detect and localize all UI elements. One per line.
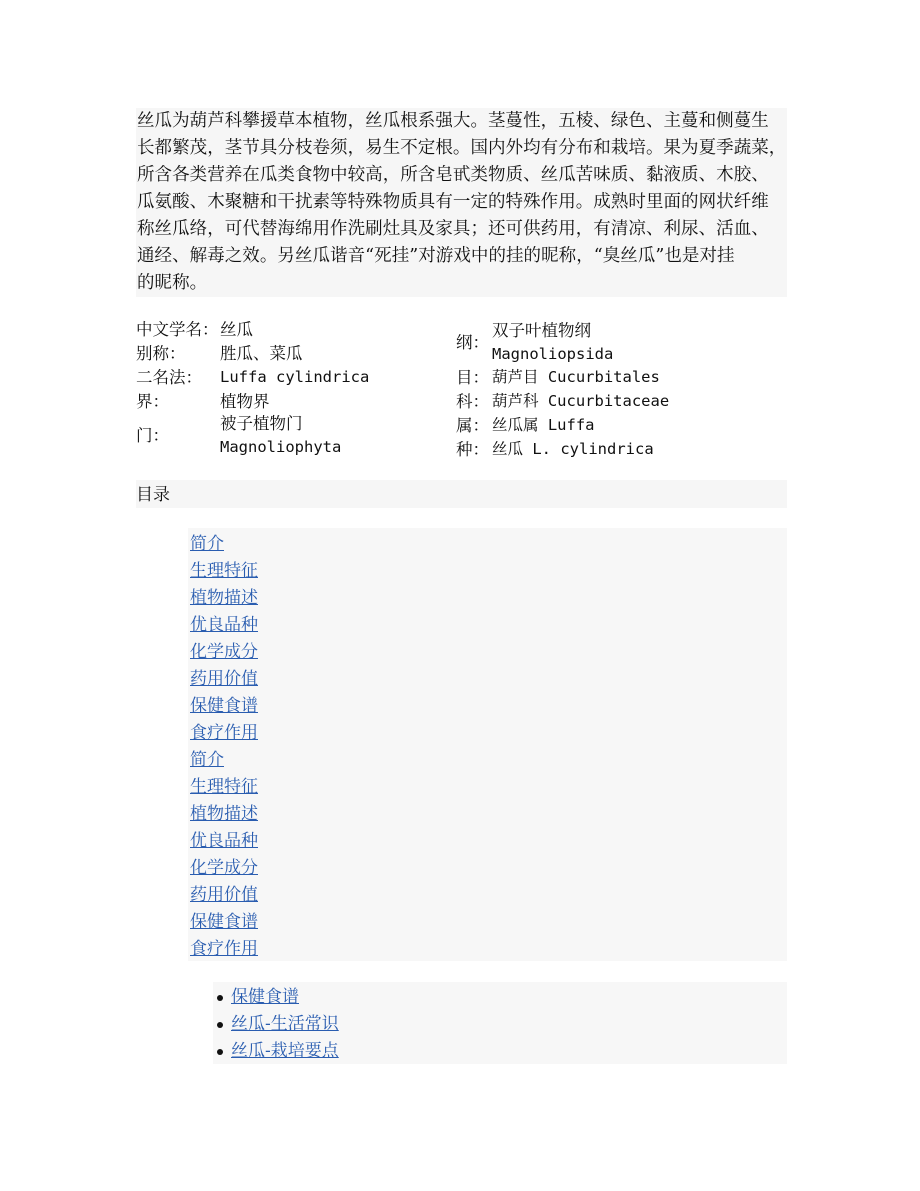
related-link[interactable]: 保健食谱 bbox=[231, 987, 299, 1007]
toc-list bbox=[188, 528, 787, 961]
toc-link[interactable]: 生理特征 bbox=[190, 561, 258, 581]
toc-link[interactable]: 优良品种 bbox=[190, 615, 258, 635]
bullet-icon bbox=[217, 995, 223, 1001]
toc-link[interactable]: 简介 bbox=[190, 534, 224, 554]
taxonomy-value: 葫芦目 Cucurbitales bbox=[492, 368, 660, 386]
related-link[interactable]: 丝瓜-栽培要点 bbox=[231, 1041, 339, 1061]
toc-link[interactable]: 化学成分 bbox=[190, 642, 258, 662]
intro-line: 称丝瓜络，可代替海绵用作洗刷灶具及家具；还可供药用，有清凉、利尿、活血、 bbox=[137, 219, 769, 239]
toc-link[interactable]: 保健食谱 bbox=[190, 696, 258, 716]
toc-link[interactable]: 优良品种 bbox=[190, 831, 258, 851]
bullet-icon bbox=[217, 1049, 223, 1055]
taxonomy-label: 门： bbox=[136, 426, 169, 445]
toc-link[interactable]: 植物描述 bbox=[190, 588, 258, 608]
taxonomy-value: 丝瓜属 Luffa bbox=[492, 416, 595, 434]
toc-link[interactable]: 植物描述 bbox=[190, 804, 258, 824]
taxonomy-value: Magnoliophyta bbox=[220, 438, 342, 456]
taxonomy-label: 中文学名： bbox=[136, 320, 219, 339]
taxonomy-label: 别称： bbox=[136, 344, 186, 363]
taxonomy-value: 植物界 bbox=[220, 392, 270, 411]
taxonomy-label: 属： bbox=[456, 416, 489, 435]
taxonomy-value: Magnoliopsida bbox=[492, 345, 614, 363]
related-link[interactable]: 丝瓜-生活常识 bbox=[231, 1014, 339, 1034]
taxonomy-label: 二名法： bbox=[136, 368, 202, 387]
toc-title: 目录 bbox=[136, 480, 787, 508]
taxonomy-label: 种： bbox=[456, 440, 489, 459]
intro-line: 瓜氨酸、木聚糖和干扰素等特殊物质具有一定的特殊作用。成熟时里面的网状纤维 bbox=[137, 192, 769, 212]
toc-link[interactable]: 简介 bbox=[190, 750, 224, 770]
intro-line: 长都繁茂，茎节具分枝卷须，易生不定根。国内外均有分布和栽培。果为夏季蔬菜， bbox=[137, 138, 787, 158]
toc-link[interactable]: 食疗作用 bbox=[190, 939, 258, 959]
taxonomy-value: 丝瓜 L. cylindrica bbox=[492, 440, 654, 458]
taxonomy-label: 目： bbox=[456, 368, 489, 387]
taxonomy-value: 被子植物门 bbox=[220, 414, 303, 433]
toc-link[interactable]: 生理特征 bbox=[190, 777, 258, 797]
toc-link[interactable]: 保健食谱 bbox=[190, 912, 258, 932]
intro-line: 的昵称。 bbox=[137, 273, 208, 293]
intro-line: 所含各类营养在瓜类食物中较高，所含皂甙类物质、丝瓜苦味质、黏液质、木胶、 bbox=[137, 165, 769, 185]
toc-link[interactable]: 食疗作用 bbox=[190, 723, 258, 743]
taxonomy-value: 双子叶植物纲 bbox=[492, 321, 591, 340]
intro-line: 丝瓜为葫芦科攀援草本植物，丝瓜根系强大。茎蔓性，五棱、绿色、主蔓和侧蔓生 bbox=[137, 111, 769, 131]
toc-link[interactable]: 药用价值 bbox=[190, 669, 258, 689]
taxonomy-label: 科： bbox=[456, 392, 489, 411]
taxonomy-table bbox=[136, 318, 787, 462]
bullet-icon bbox=[217, 1022, 223, 1028]
taxonomy-value: 葫芦科 Cucurbitaceae bbox=[492, 392, 670, 410]
intro-paragraph bbox=[136, 108, 787, 297]
toc-link[interactable]: 化学成分 bbox=[190, 858, 258, 878]
taxonomy-value: 丝瓜 bbox=[220, 320, 253, 339]
intro-line: 通经、解毒之效。另丝瓜谐音“死挂”对游戏中的挂的昵称，“臭丝瓜”也是对挂 bbox=[137, 246, 735, 266]
taxonomy-label: 纲： bbox=[456, 333, 489, 352]
taxonomy-label: 界： bbox=[136, 392, 169, 411]
related-links bbox=[213, 982, 787, 1064]
toc-link[interactable]: 药用价值 bbox=[190, 885, 258, 905]
taxonomy-value: Luffa cylindrica bbox=[220, 368, 370, 386]
taxonomy-value: 胜瓜、菜瓜 bbox=[220, 344, 303, 363]
